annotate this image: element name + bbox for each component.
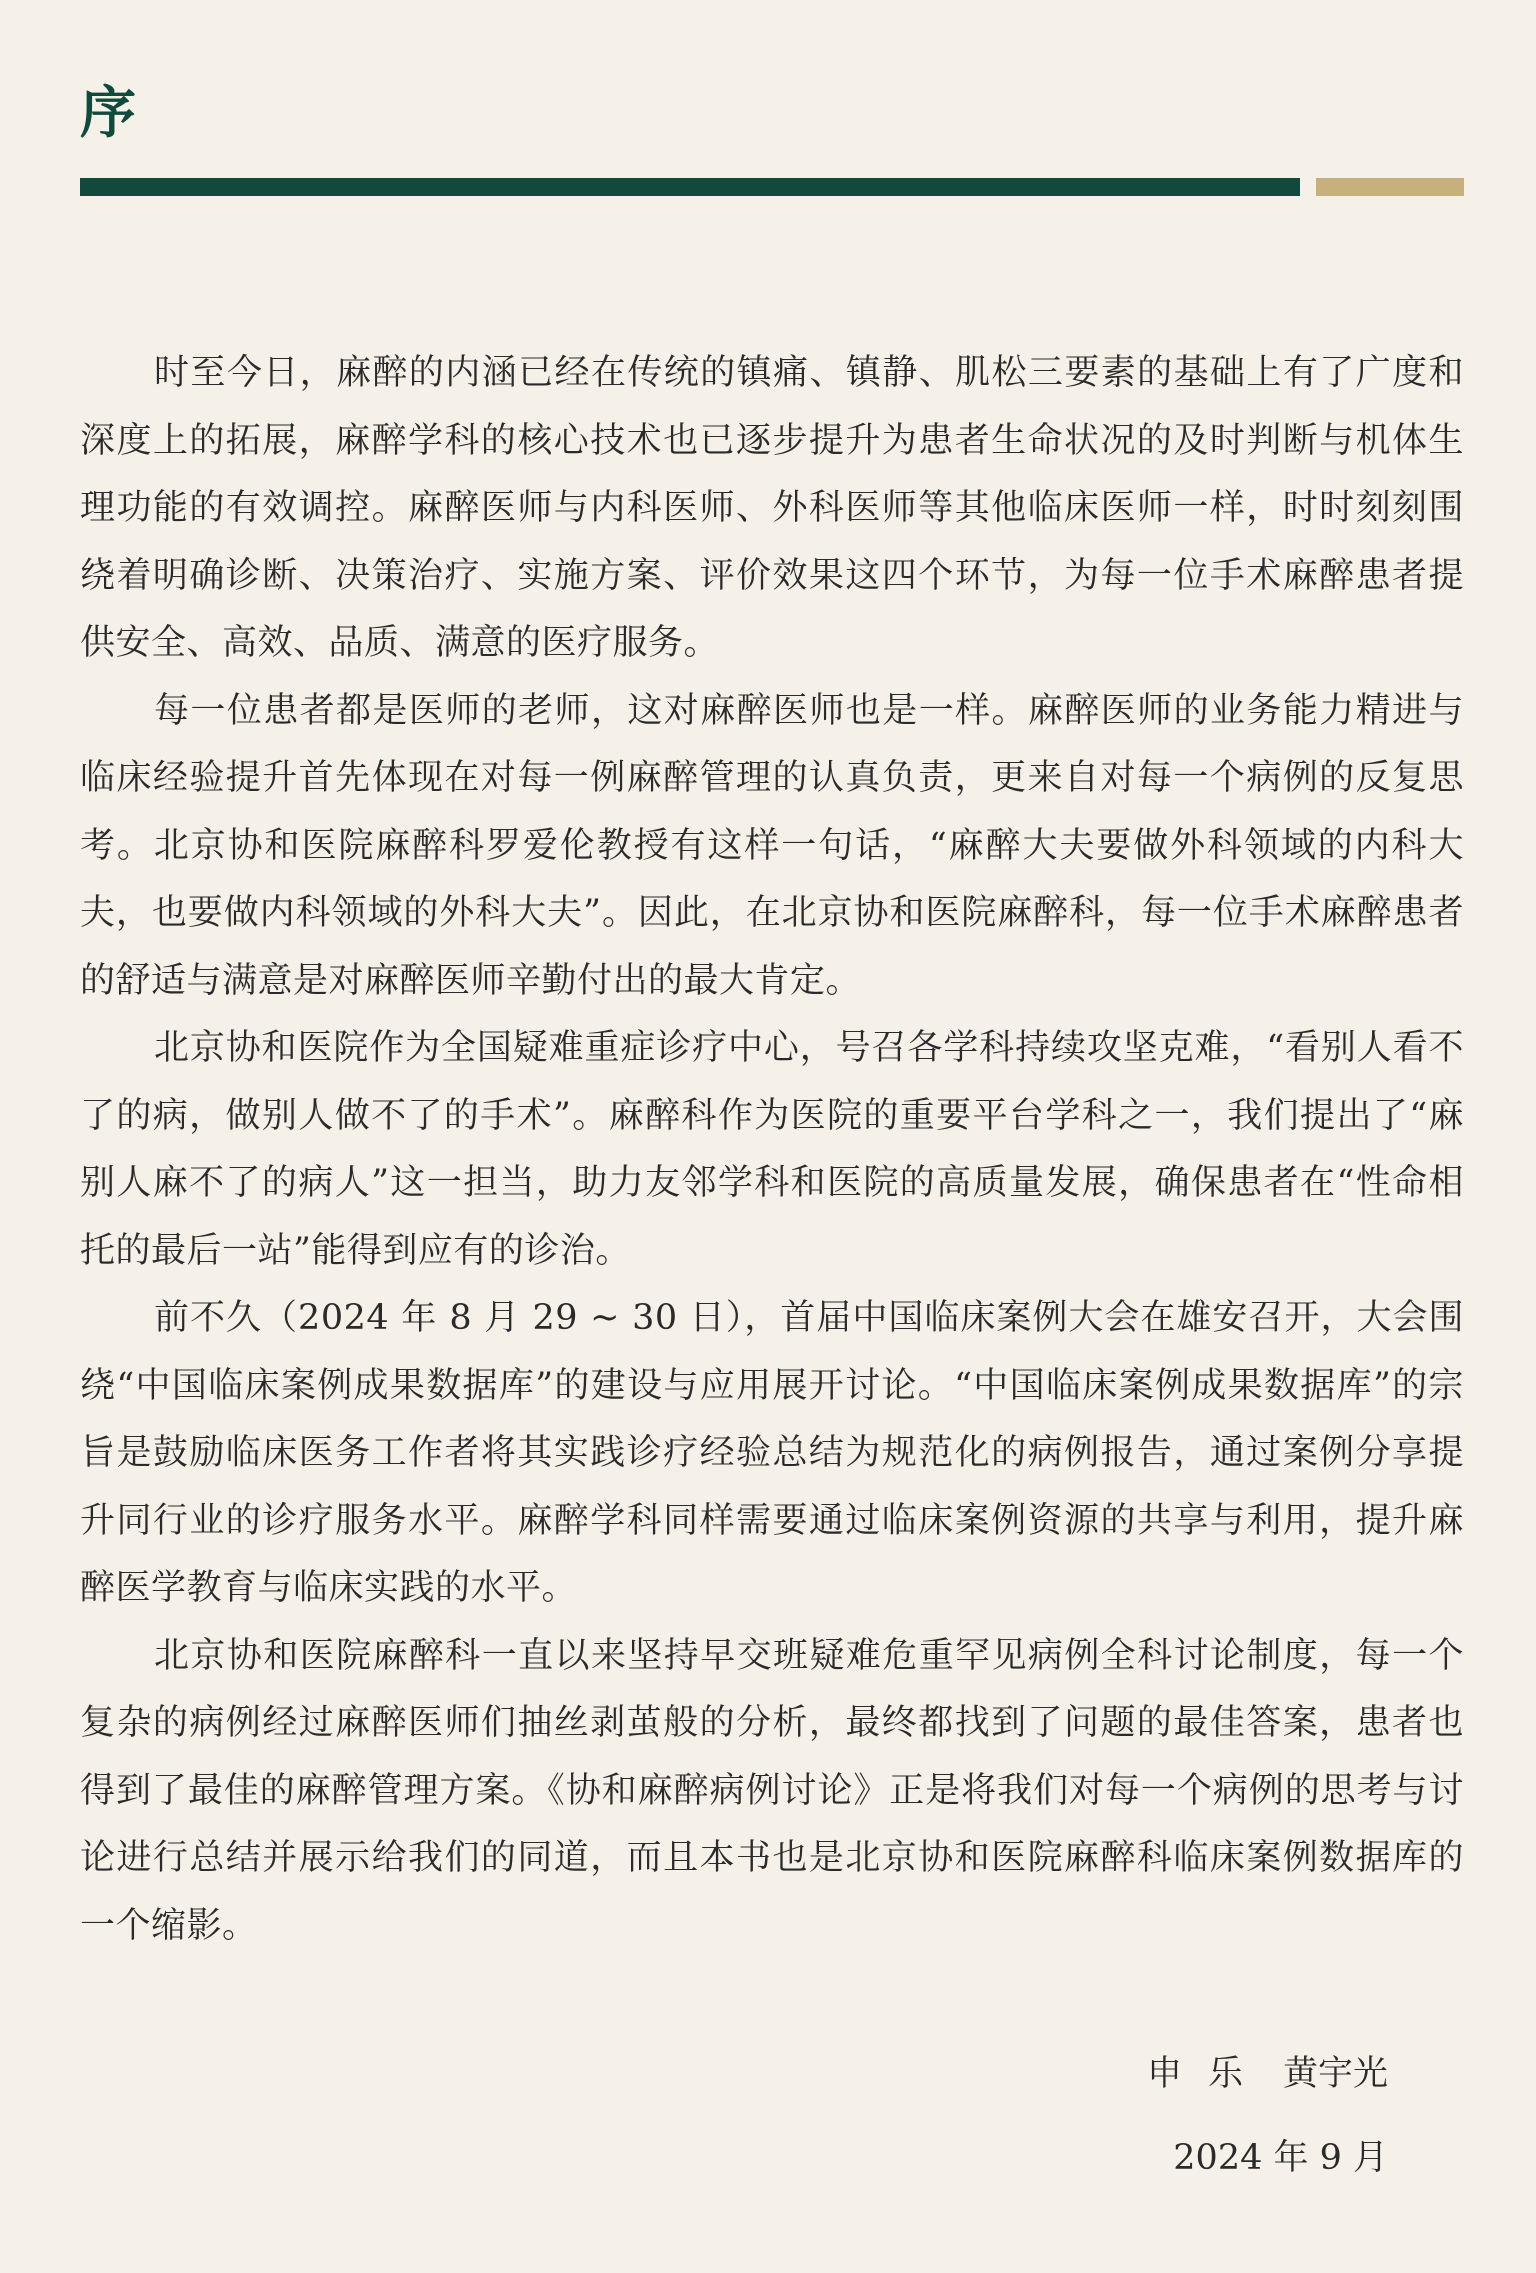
- paragraph-2: 每一位患者都是医师的老师，这对麻醉医师也是一样。麻醉医师的业务能力精进与临床经验提升首先体现在对每一例麻醉管理的认真负责，更来自对每一个病例的反复思考。北京协和医院麻醉科罗爱伦教授有这样一句话，“麻醉大夫要做外科领域的内科大夫，也要做内科领域的外科大夫”。因此，在北京协和医院麻醉科，每一位手术麻醉患者的舒适与满意是对麻醉医师辛勤付出的最大肯定。: [80, 690, 1464, 1001]
- signature-names: [1147, 2032, 1388, 2116]
- paragraph-4: 前不久（2024 年 8 月 29 ~ 30 日），首届中国临床案例大会在雄安召开，大会围绕“中国临床案例成果数据库”的建设与应用展开讨论。“中国临床案例成果数据库”的宗旨是鼓励临床医务工作者将其实践诊疗经验总结为规范化的病例报告，通过案例分享提升同行业的诊疗服务水平。麻醉学科同样需要通过临床案例资源的共享与利用，提升麻醉医学教育与临床实践的水平。: [80, 1298, 1464, 1608]
- signature-block: [1147, 2032, 1388, 2200]
- paragraph-1: 时至今日，麻醉的内涵已经在传统的镇痛、镇静、肌松三要素的基础上有了广度和深度上的拓展，麻醉学科的核心技术也已逐步提升为患者生命状况的及时判断与机体生理功能的有效调控。麻醉医师与内科医师、外科医师等其他临床医师一样，时时刻刻围绕着明确诊断、决策治疗、实施方案、评价效果这四个环节，为每一位手术麻醉患者提供安全、高效、品质、满意的医疗服务。: [80, 353, 1464, 663]
- title-rule-dark: [80, 178, 1300, 196]
- author-name-3: 黄宇光: [1282, 2054, 1388, 2094]
- signature-date: 2024 年 9 月: [1173, 2138, 1388, 2178]
- paragraph-5: 北京协和医院麻醉科一直以来坚持早交班疑难危重罕见病例全科讨论制度，每一个复杂的病例经过麻醉医师们抽丝剥茧般的分析，最终都找到了问题的最佳答案，患者也得到了最佳的麻醉管理方案。《协和麻醉病例讨论》正是将我们对每一个病例的思考与讨论进行总结并展示给我们的同道，而且本书也是北京协和医院麻醉科临床案例数据库的一个缩影。: [80, 1635, 1464, 1946]
- preface-body: [80, 340, 1464, 1960]
- title-rule-gold: [1316, 178, 1464, 196]
- author-name-2: 乐: [1207, 2054, 1243, 2094]
- author-name-1: 申: [1146, 2054, 1182, 2094]
- paragraph-3: 北京协和医院作为全国疑难重症诊疗中心，号召各学科持续攻坚克难，“看别人看不了的病，做别人做不了的手术”。麻醉科作为医院的重要平台学科之一，我们提出了“麻别人麻不了的病人”这一担当，助力友邻学科和医院的高质量发展，确保患者在“性命相托的最后一站”能得到应有的诊治。: [80, 1028, 1464, 1271]
- page-title: 序: [80, 81, 136, 146]
